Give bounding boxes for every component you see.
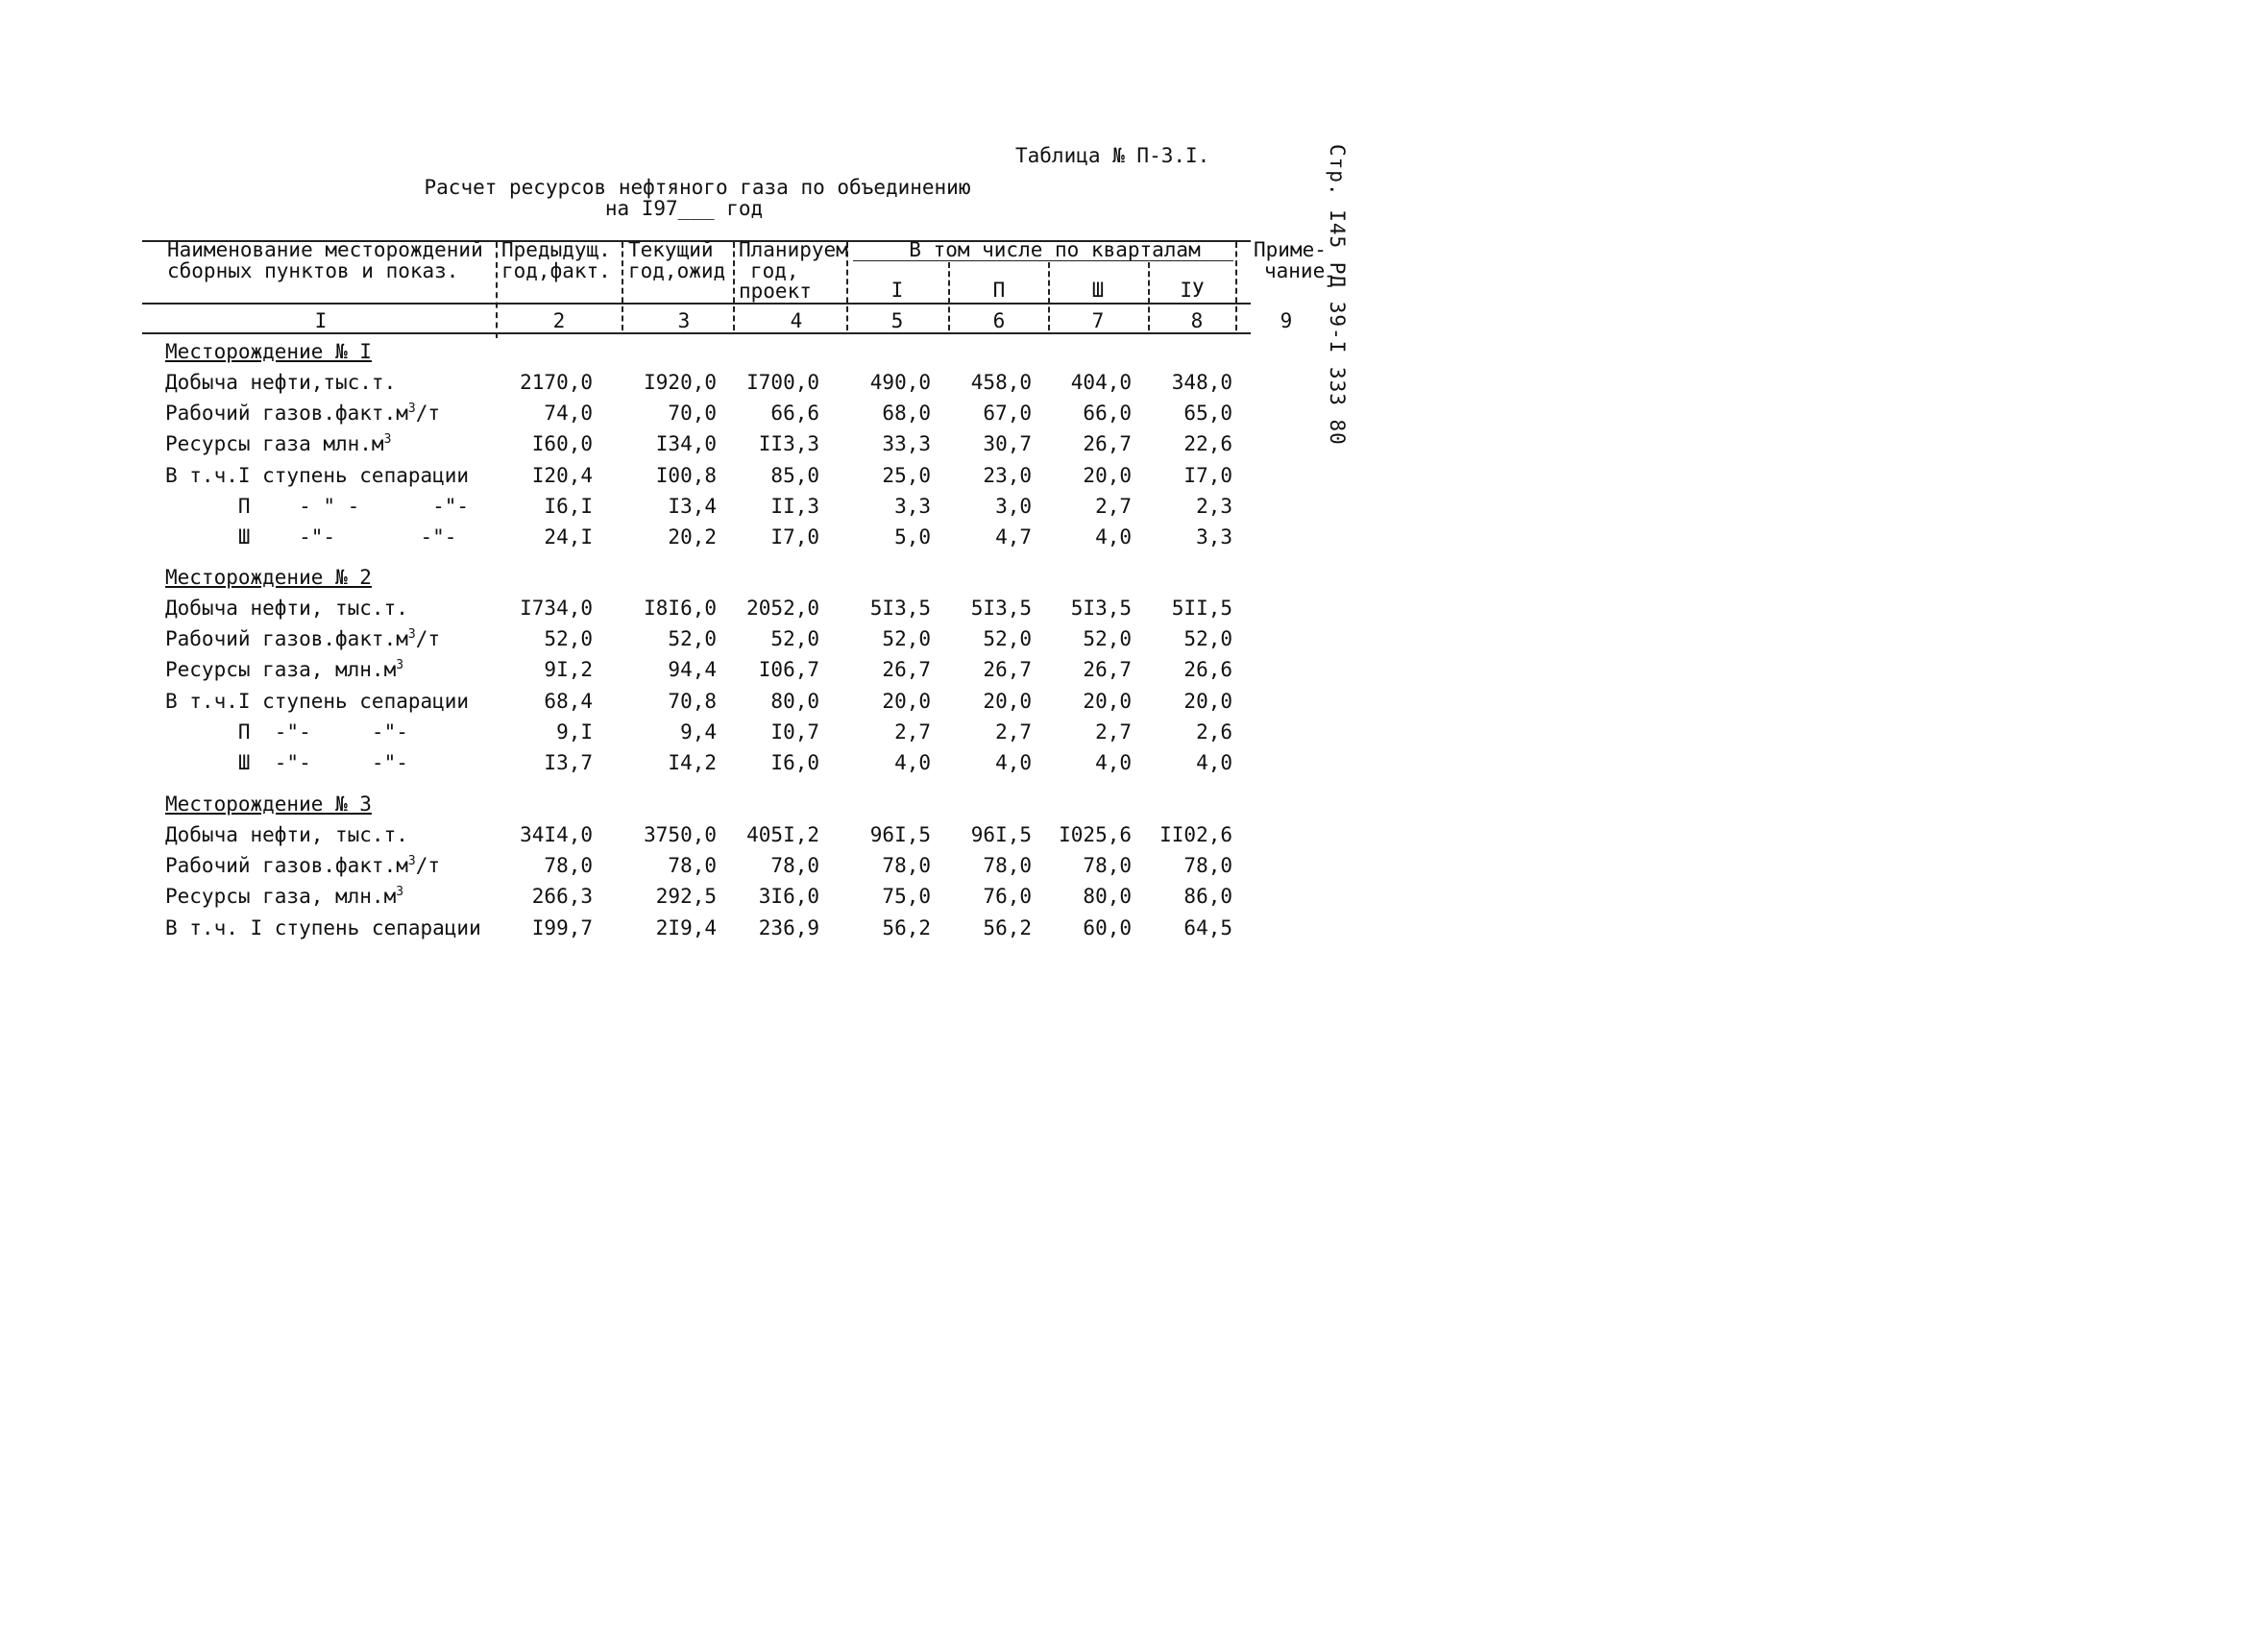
row-label-unit: /т bbox=[415, 627, 440, 650]
table-cell: 404,0 bbox=[1070, 371, 1132, 394]
side-margin-text: Стр. I45 РД 39-I 333 80 bbox=[1326, 144, 1349, 446]
table-cell: 9,4 bbox=[680, 720, 717, 744]
deposit-title: Месторождение № I bbox=[165, 340, 372, 363]
row-label bbox=[165, 825, 408, 845]
col1-header-line2: сборных пунктов и показ. bbox=[167, 259, 459, 282]
col-separator bbox=[948, 262, 950, 330]
quarters-header: В том числе по кварталам bbox=[909, 238, 1201, 261]
deposit-title: Месторождение № 3 bbox=[165, 793, 372, 816]
table-cell: II,3 bbox=[770, 495, 819, 518]
table-cell: 26,7 bbox=[882, 658, 931, 681]
table-cell: I20,4 bbox=[531, 464, 593, 487]
table-cell: 5I3,5 bbox=[869, 597, 931, 620]
table-cell: I6,I bbox=[544, 495, 593, 518]
table-cell: II3,3 bbox=[758, 432, 819, 455]
col-number: 7 bbox=[1091, 309, 1105, 332]
row-label-text: Рабочий газов.факт.м bbox=[165, 627, 408, 650]
table-cell: 20,2 bbox=[668, 525, 717, 549]
row-label-text: В т.ч. I ступень сепарации bbox=[165, 916, 481, 939]
table-cell: 4,0 bbox=[894, 751, 931, 774]
table-cell: 85,0 bbox=[770, 464, 819, 487]
table-cell: 52,0 bbox=[983, 627, 1032, 650]
row-label-superscript: 3 bbox=[407, 854, 416, 868]
table-cell: I8I6,0 bbox=[644, 597, 717, 620]
table-cell: 52,0 bbox=[1183, 627, 1232, 650]
table-cell: I99,7 bbox=[531, 916, 593, 939]
table-cell: 56,2 bbox=[882, 916, 931, 939]
table-cell: 405I,2 bbox=[746, 823, 819, 846]
col-separator bbox=[1048, 262, 1050, 330]
deposit-title: Месторождение № 2 bbox=[165, 566, 372, 589]
table-cell: 5I3,5 bbox=[1070, 597, 1132, 620]
table-cell: 67,0 bbox=[983, 402, 1032, 425]
table-cell: 20,0 bbox=[1083, 690, 1132, 713]
row-label bbox=[165, 918, 481, 939]
table-cell: 96I,5 bbox=[869, 823, 931, 846]
table-cell: 4,0 bbox=[1095, 751, 1132, 774]
col3-header-line1: Текущий bbox=[628, 238, 714, 261]
table-cell: 2,7 bbox=[1095, 495, 1132, 518]
row-label-text: Добыча нефти, тыс.т. bbox=[165, 597, 408, 620]
table-cell: 3,3 bbox=[1196, 525, 1232, 549]
col3-header-line2: год,ожид bbox=[628, 259, 726, 282]
table-cell: 25,0 bbox=[882, 464, 931, 487]
table-cell: I60,0 bbox=[531, 432, 593, 455]
table-cell: 292,5 bbox=[655, 885, 717, 908]
note-header-line2: чание bbox=[1264, 259, 1326, 282]
row-label bbox=[165, 629, 440, 649]
table-cell: I7,0 bbox=[1183, 464, 1232, 487]
table-cell: 3I6,0 bbox=[758, 885, 819, 908]
row-label-text: Рабочий газов.факт.м bbox=[165, 402, 408, 425]
table-cell: 9I,2 bbox=[544, 658, 593, 681]
row-label-superscript: 3 bbox=[407, 402, 416, 416]
table-cell: 78,0 bbox=[544, 854, 593, 877]
table-cell: 80,0 bbox=[1083, 885, 1132, 908]
note-header-line1: Приме- bbox=[1254, 238, 1327, 261]
row-label bbox=[165, 722, 408, 743]
table-cell: 74,0 bbox=[544, 402, 593, 425]
col-separator bbox=[733, 242, 735, 330]
table-cell: 2,3 bbox=[1196, 495, 1232, 518]
table-cell: I0,7 bbox=[770, 720, 819, 744]
table-cell: 26,7 bbox=[1083, 658, 1132, 681]
table-cell: 78,0 bbox=[770, 854, 819, 877]
row-label-text: П - " - -"- bbox=[165, 495, 470, 518]
row-label-text: В т.ч.I ступень сепарации bbox=[165, 464, 470, 487]
table-cell: 96I,5 bbox=[970, 823, 1032, 846]
row-label bbox=[165, 598, 408, 619]
table-cell: 490,0 bbox=[869, 371, 931, 394]
col-number: 2 bbox=[552, 309, 566, 332]
table-cell: 5II,5 bbox=[1171, 597, 1232, 620]
row-label-text: Ресурсы газа, млн.м bbox=[165, 885, 397, 908]
table-cell: 78,0 bbox=[882, 854, 931, 877]
table-cell: 236,9 bbox=[758, 916, 819, 939]
table-cell: 3750,0 bbox=[644, 823, 717, 846]
row-label-text: Ресурсы газа млн.м bbox=[165, 432, 384, 455]
table-cell: 78,0 bbox=[1183, 854, 1232, 877]
table-cell: I34,0 bbox=[655, 432, 717, 455]
table-cell: 2,7 bbox=[1095, 720, 1132, 744]
row-label bbox=[165, 692, 469, 712]
table-cell: 52,0 bbox=[882, 627, 931, 650]
row-label-text: Добыча нефти,тыс.т. bbox=[165, 371, 397, 394]
table-cell: 2,6 bbox=[1196, 720, 1232, 744]
table-cell: 75,0 bbox=[882, 885, 931, 908]
table-cell: I025,6 bbox=[1059, 823, 1132, 846]
row-label bbox=[165, 856, 440, 876]
table-cell: 2170,0 bbox=[520, 371, 593, 394]
table-cell: 348,0 bbox=[1171, 371, 1232, 394]
table-cell: 78,0 bbox=[1083, 854, 1132, 877]
col-number: 8 bbox=[1190, 309, 1204, 332]
table-cell: 94,4 bbox=[668, 658, 717, 681]
table-cell: 4,0 bbox=[995, 751, 1032, 774]
row-label-superscript: 3 bbox=[396, 885, 404, 899]
table-cell: I06,7 bbox=[758, 658, 819, 681]
table-cell: 70,8 bbox=[668, 690, 717, 713]
table-cell: 78,0 bbox=[668, 854, 717, 877]
page-title: Расчет ресурсов нефтяного газа по объединению bbox=[424, 176, 971, 199]
table-cell: I6,0 bbox=[770, 751, 819, 774]
table-cell: 4,0 bbox=[1095, 525, 1132, 549]
col4-header-line1: Планируем bbox=[739, 238, 848, 261]
row-label-superscript: 3 bbox=[396, 658, 404, 672]
row-label bbox=[165, 434, 391, 454]
col-number: I bbox=[314, 309, 328, 332]
row-label bbox=[165, 403, 440, 424]
row-label-text: Рабочий газов.факт.м bbox=[165, 854, 408, 877]
table-cell: 23,0 bbox=[983, 464, 1032, 487]
page-subtitle: на I97___ год bbox=[604, 197, 764, 220]
table-cell: 68,0 bbox=[882, 402, 931, 425]
table-cell: 86,0 bbox=[1183, 885, 1232, 908]
table-cell: I7,0 bbox=[770, 525, 819, 549]
table-cell: 52,0 bbox=[544, 627, 593, 650]
table-cell: 4,7 bbox=[995, 525, 1032, 549]
row-label bbox=[165, 497, 469, 517]
table-cell: 66,6 bbox=[770, 402, 819, 425]
col4-header-line3: проект bbox=[739, 280, 812, 303]
row-label-text: Ресурсы газа, млн.м bbox=[165, 658, 397, 681]
table-cell: 26,7 bbox=[1083, 432, 1132, 455]
table-cell: 20,0 bbox=[882, 690, 931, 713]
table-cell: 2,7 bbox=[995, 720, 1032, 744]
table-cell: 66,0 bbox=[1083, 402, 1132, 425]
table-cell: I920,0 bbox=[644, 371, 717, 394]
table-cell: 26,7 bbox=[983, 658, 1032, 681]
row-label bbox=[165, 373, 396, 393]
row-label-unit: /т bbox=[415, 854, 440, 877]
row-label bbox=[165, 887, 403, 907]
table-cell: 70,0 bbox=[668, 402, 717, 425]
col4-header-line2: год, bbox=[750, 259, 799, 282]
col-separator bbox=[1148, 262, 1150, 330]
row-label bbox=[165, 527, 456, 548]
table-cell: I734,0 bbox=[520, 597, 593, 620]
table-cell: 52,0 bbox=[1083, 627, 1132, 650]
row-label-superscript: 3 bbox=[407, 627, 416, 642]
col-number: 9 bbox=[1280, 309, 1293, 332]
table-cell: 65,0 bbox=[1183, 402, 1232, 425]
table-cell: 5,0 bbox=[894, 525, 931, 549]
table-cell: I4,2 bbox=[668, 751, 717, 774]
table-cell: 24,I bbox=[544, 525, 593, 549]
col-separator bbox=[1235, 242, 1237, 330]
header-bottom-rule bbox=[142, 303, 1251, 305]
table-cell: 20,0 bbox=[1183, 690, 1232, 713]
table-cell: 2,7 bbox=[894, 720, 931, 744]
table-cell: 60,0 bbox=[1083, 916, 1132, 939]
table-cell: I3,4 bbox=[668, 495, 717, 518]
col-separator bbox=[622, 242, 623, 330]
col-number: 5 bbox=[890, 309, 904, 332]
table-cell: II02,6 bbox=[1159, 823, 1232, 846]
row-label-superscript: 3 bbox=[383, 432, 392, 447]
table-cell: I700,0 bbox=[746, 371, 819, 394]
row-label-text: В т.ч.I ступень сепарации bbox=[165, 690, 470, 713]
table-cell: 3,0 bbox=[995, 495, 1032, 518]
quarter-4-header: IУ bbox=[1180, 279, 1205, 302]
table-cell: 3,3 bbox=[894, 495, 931, 518]
table-cell: 78,0 bbox=[983, 854, 1032, 877]
table-label: Таблица № П-3.I. bbox=[1015, 144, 1210, 167]
table-cell: 26,6 bbox=[1183, 658, 1232, 681]
col-number: 4 bbox=[790, 309, 803, 332]
col2-header-line2: год,факт. bbox=[501, 259, 611, 282]
table-cell: 52,0 bbox=[770, 627, 819, 650]
quarter-2-header: П bbox=[992, 279, 1006, 302]
table-cell: 64,5 bbox=[1183, 916, 1232, 939]
row-label-text: Ш -"- -"- bbox=[165, 751, 408, 774]
table-cell: 20,0 bbox=[1083, 464, 1132, 487]
table-cell: 2052,0 bbox=[746, 597, 819, 620]
table-cell: 76,0 bbox=[983, 885, 1032, 908]
col-number: 6 bbox=[992, 309, 1006, 332]
quarter-3-header: Ш bbox=[1091, 279, 1105, 302]
row-label-text: Добыча нефти, тыс.т. bbox=[165, 823, 408, 846]
table-cell: 9,I bbox=[556, 720, 593, 744]
table-cell: 56,2 bbox=[983, 916, 1032, 939]
quarter-1-header: I bbox=[890, 279, 904, 302]
table-cell: 22,6 bbox=[1183, 432, 1232, 455]
table-cell: 80,0 bbox=[770, 690, 819, 713]
table-cell: 4,0 bbox=[1196, 751, 1232, 774]
table-cell: I00,8 bbox=[655, 464, 717, 487]
table-cell: 30,7 bbox=[983, 432, 1032, 455]
table-cell: 2I9,4 bbox=[655, 916, 717, 939]
row-label-text: Ш -"- -"- bbox=[165, 525, 457, 549]
col2-header-line1: Предыдущ. bbox=[501, 238, 611, 261]
col-separator bbox=[496, 242, 498, 338]
table-cell: 5I3,5 bbox=[970, 597, 1032, 620]
col1-header-line1: Наименование месторождений bbox=[167, 238, 483, 261]
table-cell: 33,3 bbox=[882, 432, 931, 455]
table-cell: I3,7 bbox=[544, 751, 593, 774]
table-cell: 20,0 bbox=[983, 690, 1032, 713]
table-cell: 52,0 bbox=[668, 627, 717, 650]
table-cell: 458,0 bbox=[970, 371, 1032, 394]
row-label-unit: /т bbox=[415, 402, 440, 425]
col-number: 3 bbox=[677, 309, 691, 332]
row-label bbox=[165, 660, 403, 680]
row-label bbox=[165, 466, 469, 486]
row-label bbox=[165, 753, 408, 773]
col-numbers-rule bbox=[142, 332, 1251, 334]
table-cell: 34I4,0 bbox=[520, 823, 593, 846]
table-cell: 266,3 bbox=[531, 885, 593, 908]
row-label-text: П -"- -"- bbox=[165, 720, 408, 744]
table-cell: 68,4 bbox=[544, 690, 593, 713]
